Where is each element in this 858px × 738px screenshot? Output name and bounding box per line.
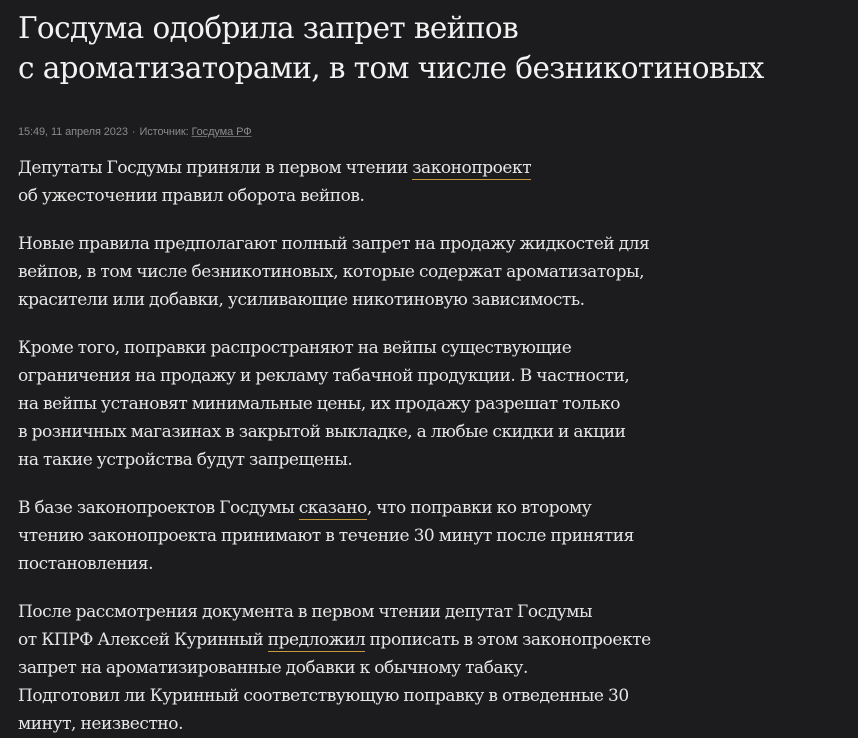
p5-line-2-after: прописать в этом законопроекте <box>365 630 651 650</box>
p2-line-2: вейпов, в том числе безникотиновых, которые содержат ароматизаторы, <box>18 262 645 282</box>
p1-text-after: об ужесточении правил оборота вейпов. <box>18 186 365 206</box>
paragraph-3 <box>18 334 840 474</box>
paragraph-4 <box>18 494 840 578</box>
article-title <box>18 0 840 88</box>
article-title-line-2: с ароматизаторами, в том числе безникотиновых <box>18 51 764 85</box>
p5-line-1: После рассмотрения документа в первом чтении депутат Госдумы <box>18 602 593 622</box>
stated-link[interactable]: сказано <box>298 498 367 518</box>
p4-line-2: чтению законопроекта принимают в течение 30 минут после принятия <box>18 526 634 546</box>
p4-text-after: , что поправки ко второму <box>366 498 592 518</box>
p3-line-1: Кроме того, поправки распространяют на вейпы существующие <box>18 338 572 358</box>
p3-line-4: в розничных магазинах в закрытой выкладке, а любые скидки и акции <box>18 422 626 442</box>
paragraph-1 <box>18 154 840 210</box>
article-meta <box>18 125 840 139</box>
proposed-link[interactable]: предложил <box>267 630 366 650</box>
p2-line-1: Новые правила предполагают полный запрет на продажу жидкостей для <box>18 234 650 254</box>
p5-line-5: минут, неизвестно. <box>18 714 184 734</box>
p4-line-3: постановления. <box>18 554 154 574</box>
p3-line-2: ограничения на продажу и рекламу табачной продукции. В частности, <box>18 366 630 386</box>
p5-line-2-before: от КПРФ Алексей Куринный <box>18 630 268 650</box>
p2-line-3: красители или добавки, усиливающие никотиновую зависимость. <box>18 290 585 310</box>
meta-separator: · <box>131 126 136 138</box>
p3-line-5: на такие устройства будут запрещены. <box>18 450 353 470</box>
p5-line-3: запрет на ароматизированные добавки к обычному табаку. <box>18 658 528 678</box>
p4-text-before: В базе законопроектов Госдумы <box>18 498 299 518</box>
publish-datetime: 15:49, 11 апреля 2023 <box>18 126 128 138</box>
source-link[interactable]: Госдума РФ <box>191 126 252 138</box>
article-title-line-1: Госдума одобрила запрет вейпов <box>18 11 519 45</box>
p5-line-4: Подготовил ли Куринный соответствующую поправку в отведенные 30 <box>18 686 629 706</box>
p3-line-3: на вейпы установят минимальные цены, их продажу разрешат только <box>18 394 621 414</box>
source-label: Источник: <box>139 126 189 138</box>
article-body <box>18 154 840 738</box>
p1-text-before: Депутаты Госдумы приняли в первом чтении <box>18 158 413 178</box>
paragraph-2 <box>18 230 840 314</box>
bill-link[interactable]: законопроект <box>412 158 532 178</box>
paragraph-5 <box>18 598 840 738</box>
